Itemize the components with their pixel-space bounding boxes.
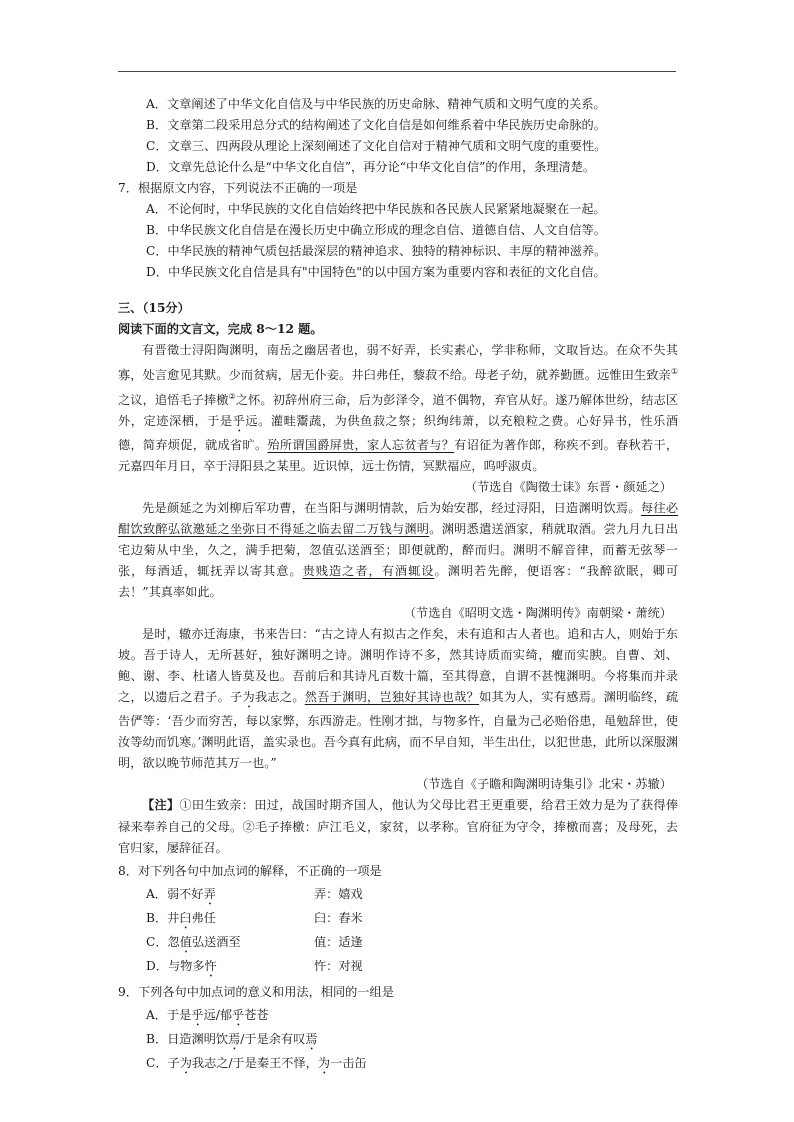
section-instruction: 阅读下面的文言文，完成 8～12 题。 xyxy=(118,322,323,336)
underlined-sentence: 然吾于渊明，岂独好其诗也哉？ xyxy=(304,690,480,705)
question-6-option: B．文章第二段采用总分式的结构阐述了文化自信是如何维系着中华民族历史命脉的。 xyxy=(146,118,606,132)
question-7-option: A．不论何时，中华民族的文化自信始终把中华民族和各民族人民紧紧地凝聚在一起。 xyxy=(146,202,606,216)
question-9-options xyxy=(118,1003,678,1075)
question-8-option xyxy=(118,930,678,954)
question-6-option: D．文章先总论什么是“中华文化自信”，再分论“中华文化自信”的作用，条理清楚。 xyxy=(146,160,596,174)
option-gloss: 臼：舂米 xyxy=(314,910,363,925)
exam-page xyxy=(118,94,678,1075)
dotted-word: 弄 xyxy=(203,886,216,901)
question-6-option: A．文章阐述了中华文化自信及与中华民族的历史命脉、精神气质和文明气度的关系。 xyxy=(146,97,606,111)
option-phrase: B．井臼弗任 xyxy=(146,910,216,925)
option-gloss: 忤：对视 xyxy=(314,958,363,973)
question-9-option: B．日造渊明饮焉/于是余有叹焉 xyxy=(146,1031,318,1046)
option-phrase: D．与物多忤 xyxy=(146,958,217,973)
option-gloss: 弄：嬉戏 xyxy=(314,886,363,901)
dotted-word: 为 xyxy=(242,690,255,705)
source-citation-3: （节选自《子瞻和陶渊明诗集引》北宋・苏辙） xyxy=(416,777,672,792)
option-phrase: C．忽值弘送酒至 xyxy=(146,934,241,949)
question-6-option: C．文章三、四两段从理论上深刻阐述了文化自信对于精神气质和文明气度的重要性。 xyxy=(146,139,607,153)
question-8-option xyxy=(118,906,678,930)
underlined-sentence: 贵贱造之者，有酒辄设 xyxy=(302,564,435,579)
question-7-option: C．中华民族的精神气质包括最深层的精神追求、独特的精神标识、丰厚的精神滋养。 xyxy=(146,244,607,258)
dotted-word: 焉 xyxy=(228,1031,241,1046)
dotted-word: 焉 xyxy=(305,1031,318,1046)
option-phrase: A．弱不好弄 xyxy=(146,886,216,901)
dotted-word: 乎 xyxy=(191,1007,204,1022)
dotted-word: 乎 xyxy=(232,414,246,429)
dotted-word: 忤 xyxy=(204,958,217,973)
dotted-word: 乎 xyxy=(232,1007,245,1022)
dotted-word: 为 xyxy=(317,1055,331,1070)
question-8-stem: 8．对下列各句中加点词的解释，不正确的一项是 xyxy=(118,863,382,878)
dotted-word: 为 xyxy=(179,1055,192,1070)
question-9-option: C．子为我志之/于是秦王不怿，为一击缶 xyxy=(146,1055,367,1070)
annotation-note: 【注】①田生致亲：田过，战国时期齐国人，他认为父母比君王更重要，给君王效力是为了获得俸禄来奉养自己的父母。②毛子捧檄：庐江毛义，家贫，以孝称。官府征为守令，捧檄而喜；及母死，去官归家，屡辞征召。 xyxy=(118,798,679,856)
dotted-word: 值 xyxy=(179,934,192,949)
question-8-options xyxy=(118,882,678,978)
passage-3: 是时，辙亦迁海康，书来告曰：“古之诗人有拟古之作矣，未有追和古人者也。追和古人，则始于东坡。吾于诗人，无所甚好，独好渊明之诗。渊明作诗不多，然其诗质而实绮，癯而实腴。自曹、刘、鲍、谢、李、杜诸人皆莫及也。吾前后和其诗凡百数十篇，至其得意，自谓不甚愧渊明。今将集而并录之，以遗后之君子。子为我志之。然吾于渊明，岂独好其诗也哉？如其为人，实有感焉。渊明临终，疏告俨等：‘吾少而穷苦，每以家弊，东西游走。性刚才拙，与物多忤，自量为己必贻俗患，黾勉辞世，使汝等幼而饥寒。’渊明此语，盖实录也。吾今真有此病，而不早自知，半生出仕，以犯世患，此所以深服渊明，欲以晚节师范其万一也。” xyxy=(118,627,679,771)
note-ref-2: ② xyxy=(228,392,236,402)
question-9-option: A．于是乎远/郁乎苍苍 xyxy=(146,1007,269,1022)
question-9-stem: 9．下列各句中加点词的意义和用法，相同的一组是 xyxy=(118,984,394,999)
question-7-stem: 7．根据原文内容，下列说法不正确的一项是 xyxy=(118,181,358,195)
question-7-option: D．中华民族文化自信是具有"中国特色"的以中国方案为重要内容和表征的文化自信。 xyxy=(146,265,606,279)
underlined-sentence: 每往必酣饮致醉弘欲邀延之坐弥日不得延之临去留二万钱与渊明 xyxy=(118,501,679,537)
passage-2: 先是颜延之为刘柳后军功曹，在当阳与渊明情款，后为始安郡，经过浔阳，日造渊明饮焉。每往必酣饮致醉弘欲邀延之坐弥日不得延之临去留二万钱与渊明。渊明悉遣送酒家，稍就取酒。尝九月九日出宅边菊从中坐，久之，满手把菊，忽值弘送酒至；即便就酌，醉而归。渊明不解音律，而蓄无弦琴一张，每酒适，辄抚弄以寄其意。贵贱造之者，有酒辄设。渊明若先醉，便语客：“我醉欲眠，卿可去！”其真率如此。 xyxy=(118,501,679,600)
source-citation-2: （节选自《昭明文选・陶渊明传》南朝梁・萧统） xyxy=(403,606,672,621)
underlined-sentence: 殆所谓国爵屏贵，家人忘贫者与？ xyxy=(267,438,455,453)
question-7-option: B．中华民族文化自信是在漫长历史中确立形成的理念自信、道德自信、人文自信等。 xyxy=(146,223,606,237)
option-gloss: 值：适逢 xyxy=(314,934,363,949)
dotted-word: 臼 xyxy=(179,910,192,925)
question-6-options xyxy=(118,94,678,178)
section-heading: 三、（15分） xyxy=(118,301,190,315)
passage-1: 有晋徵士浔阳陶渊明，南岳之幽居者也，弱不好弄，长实素心，学非称师，文取旨达。在众不失其寡，处言愈见其默。少而贫病，居无仆妾。井臼弗任，藜菽不给。母老子幼，就养勤匮。远惟田生致亲①之议，追悟毛子捧檄②之怀。初辞州府三命，后为彭泽令，道不偶物，弃官从好。遂乃解体世纷，结志区外，定迹深栖，于是乎远。灌畦鬻蔬，为供鱼菽之祭；织绚纬萧，以充粮粒之费。心好异书，性乐酒德，简弃烦促，就成省旷。殆所谓国爵屏贵，家人忘贫者与？有诏征为著作郎，称疾不到。春秋若干，元嘉四年月日，卒于浔阳县之某里。近识悼，远士伤情，冥默福应，呜呼淑贞。 xyxy=(118,343,679,474)
header-rule xyxy=(118,71,676,72)
question-7-options xyxy=(118,199,678,283)
note-ref-1: ① xyxy=(670,367,678,376)
question-8-option xyxy=(118,882,678,906)
question-8-option xyxy=(118,954,678,978)
source-citation-1: （节选自《陶徵士诔》东晋・颜延之） xyxy=(464,480,672,495)
